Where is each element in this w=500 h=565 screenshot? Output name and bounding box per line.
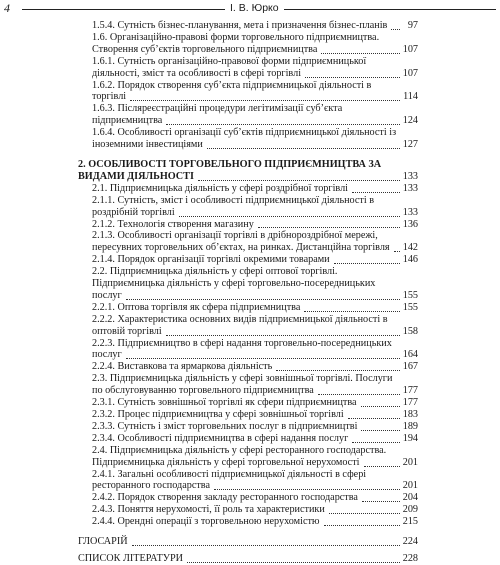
toc-entry xyxy=(78,32,418,56)
toc-entry xyxy=(78,536,418,548)
toc-entry xyxy=(78,361,418,373)
toc-entry-title: 2.2.2. Характеристика основних видів підприємницької діяльності в оптовій торгівлі xyxy=(92,313,388,337)
toc-entry xyxy=(78,159,418,183)
toc-entry-page: 224 xyxy=(402,536,418,548)
toc-entry xyxy=(78,219,418,231)
dot-leader xyxy=(321,53,400,54)
toc-entry-page: 215 xyxy=(402,516,418,528)
page-number: 4 xyxy=(4,1,10,15)
running-header xyxy=(0,0,500,18)
toc-entry-title: 1.6.2. Порядок створення суб’єкта підприємницької діяльності в торгівлі xyxy=(92,79,372,103)
dot-leader xyxy=(304,311,400,312)
toc-entry-title: 2.3.3. Сутність і зміст торговельних послуг в підприємництві xyxy=(92,420,358,432)
toc-entry-title: 2.4. Підприємницька діяльність у сфері ресторанного господарства. Підприємницька діяльність у сфері торговельної нерухомості xyxy=(92,444,387,468)
dot-leader xyxy=(305,77,400,78)
toc-entry-page: 158 xyxy=(402,325,418,337)
toc-entry-page: 183 xyxy=(402,409,418,420)
toc-entry xyxy=(78,516,418,528)
toc-entry-page: 201 xyxy=(402,456,418,468)
toc-entry xyxy=(78,183,418,195)
toc-entry-page: 136 xyxy=(402,218,418,230)
dot-leader xyxy=(132,545,400,546)
toc-entry-title: 2.2.1. Оптова торгівля як сфера підприємництва xyxy=(92,301,301,313)
toc-entry-page: 177 xyxy=(402,385,418,397)
toc-entry-title: 1.5.4. Сутність бізнес-планування, мета і призначення бізнес-планів xyxy=(92,20,388,31)
dot-leader xyxy=(214,489,400,490)
toc-entry-title: 2.4.4. Орендні операції з торговельною нерухомістю xyxy=(92,516,320,528)
toc-entry-page: 133 xyxy=(402,170,418,182)
toc-entry-title: 2.1.3. Особливості організації торгівлі в дрібнороздрібної мережі, пересувних торговельних об’єктах, на ринках. Дистанційна торгівля xyxy=(92,230,390,254)
dot-leader xyxy=(187,562,400,563)
toc-entry-title: 2.3.4. Особливості підприємництва в сфері надання послуг xyxy=(92,432,349,444)
toc-entry-page: 209 xyxy=(402,504,418,516)
toc-entry xyxy=(78,338,418,362)
toc-entry-page: 155 xyxy=(402,289,418,301)
toc-entry-title: 1.6.4. Особливості організації суб’єктів підприємницької діяльності із іноземними інвестиціями xyxy=(92,127,397,151)
toc-entry-page: 194 xyxy=(402,432,418,444)
dot-leader xyxy=(258,227,400,228)
toc-entry-title: СПИСОК ЛІТЕРАТУРИ xyxy=(78,552,184,564)
toc-entry xyxy=(78,421,418,433)
toc-entry-title: 2.4.3. Поняття нерухомості, її роль та характеристики xyxy=(92,504,325,516)
toc-entry-page: 133 xyxy=(402,206,418,218)
toc-entry xyxy=(78,397,418,409)
toc-entry-page: 189 xyxy=(402,420,418,432)
toc-entry xyxy=(78,314,418,338)
toc-entry-page: 204 xyxy=(402,492,418,504)
toc-entry-page: 127 xyxy=(402,139,418,151)
dot-leader xyxy=(166,335,400,336)
toc-entry-page: 107 xyxy=(402,43,418,55)
toc-entry-page: 97 xyxy=(407,20,418,31)
toc-entry xyxy=(78,266,418,302)
toc-entry-title: 2. ОСОБЛИВОСТІ ТОРГОВЕЛЬНОГО ПІДПРИЄМНИЦТВА ЗА ВИДАМИ ДІЯЛЬНОСТІ xyxy=(78,158,382,182)
dot-leader xyxy=(126,358,400,359)
toc-entry-title: 2.3.1. Сутність зовнішньої торгівлі як сфери підприємництва xyxy=(92,397,357,409)
toc-entry-title: 2.1.4. Порядок організації торгівлі окремими товарами xyxy=(92,254,330,266)
dot-leader xyxy=(318,394,400,395)
dot-leader xyxy=(394,251,400,252)
toc-entry-title: ГЛОСАРІЙ xyxy=(78,536,128,548)
toc-entry-page: 177 xyxy=(402,397,418,409)
toc-entry xyxy=(78,230,418,254)
toc-entry-title: 1.6. Організаційно-правові форми торговельного підприємництва. Створення суб’єктів торговельного підприємництва xyxy=(92,31,380,55)
toc-entry xyxy=(78,195,418,219)
toc-entry-title: 2.1.1. Сутність, зміст і особливості підприємницької діяльності в роздрібній торгівлі xyxy=(92,194,375,218)
toc-entry-title: 1.6.1. Сутність організаційно-правової форми підприємницької діяльності, зміст та особливості в сфері торгівлі xyxy=(92,55,367,79)
toc-entry-title: 2.1.2. Технологія створення магазину xyxy=(92,218,254,230)
dot-leader xyxy=(361,406,400,407)
toc-entry xyxy=(78,103,418,127)
toc-entry-title: 2.3.2. Процес підприємництва у сфері зовнішньої торгівлі xyxy=(92,409,344,420)
toc-entry-title: 2.2.4. Виставкова та ярмаркова діяльність xyxy=(92,361,273,373)
toc-entry-page: 167 xyxy=(402,361,418,373)
toc-entry-page: 201 xyxy=(402,480,418,492)
toc-entry-title: 2.4.1. Загальні особливості підприємницької діяльності в сфері ресторанного господарства xyxy=(92,468,367,492)
dot-leader xyxy=(276,370,400,371)
toc-entry xyxy=(78,80,418,104)
toc-entry xyxy=(78,127,418,151)
dot-leader xyxy=(334,263,400,264)
dot-leader xyxy=(361,430,400,431)
toc-entry xyxy=(78,492,418,504)
toc-entry xyxy=(78,302,418,314)
toc-entry xyxy=(78,504,418,516)
toc-entry-page: 164 xyxy=(402,349,418,361)
toc-entry-title: 2.2. Підприємницька діяльність у сфері оптової торгівлі. Підприємницька діяльність у сфері торговельно-посередницьких послуг xyxy=(92,266,376,301)
toc-entry-title: 2.1. Підприємницька діяльність у сфері роздрібної торгівлі xyxy=(92,182,348,194)
toc-entry-page: 107 xyxy=(402,67,418,79)
dot-leader xyxy=(207,148,400,149)
dot-leader xyxy=(362,501,400,502)
toc-entry-page: 133 xyxy=(402,182,418,194)
dot-leader xyxy=(352,442,400,443)
toc-entry xyxy=(78,553,418,565)
running-author: І. В. Юрко xyxy=(225,2,284,14)
dot-leader xyxy=(391,29,400,30)
table-of-contents xyxy=(78,20,418,565)
toc-entry-page: 142 xyxy=(402,242,418,254)
toc-entry-page: 155 xyxy=(402,301,418,313)
toc-entry xyxy=(78,409,418,421)
toc-entry-page: 228 xyxy=(402,552,418,564)
dot-leader xyxy=(198,180,400,181)
toc-entry xyxy=(78,469,418,493)
dot-leader xyxy=(179,216,400,217)
toc-entry xyxy=(78,254,418,266)
toc-entry xyxy=(78,433,418,445)
dot-leader xyxy=(364,466,401,467)
toc-entry xyxy=(78,56,418,80)
dot-leader xyxy=(130,100,400,101)
toc-entry-title: 2.4.2. Порядок створення закладу ресторанного господарства xyxy=(92,492,358,504)
toc-entry-page: 146 xyxy=(402,254,418,266)
toc-entry xyxy=(78,373,418,397)
dot-leader xyxy=(166,124,400,125)
dot-leader xyxy=(348,418,400,419)
toc-entry-title: 1.6.3. Післяреєстраційні процедури легітимізації суб’єкта підприємництва xyxy=(92,103,343,127)
dot-leader xyxy=(352,192,400,193)
toc-entry xyxy=(78,445,418,469)
toc-entry-title: 2.2.3. Підприємництво в сфері надання торговельно-посередницьких послуг xyxy=(92,337,392,361)
toc-entry-page: 114 xyxy=(403,91,418,103)
dot-leader xyxy=(324,525,400,526)
dot-leader xyxy=(329,513,400,514)
toc-entry-title: 2.3. Підприємницька діяльність у сфері зовнішньої торгівлі. Послуги по обслуговуванню торговельного підприємництва xyxy=(92,373,393,397)
toc-entry xyxy=(78,20,418,32)
toc-entry-page: 124 xyxy=(402,115,418,127)
dot-leader xyxy=(126,299,400,300)
